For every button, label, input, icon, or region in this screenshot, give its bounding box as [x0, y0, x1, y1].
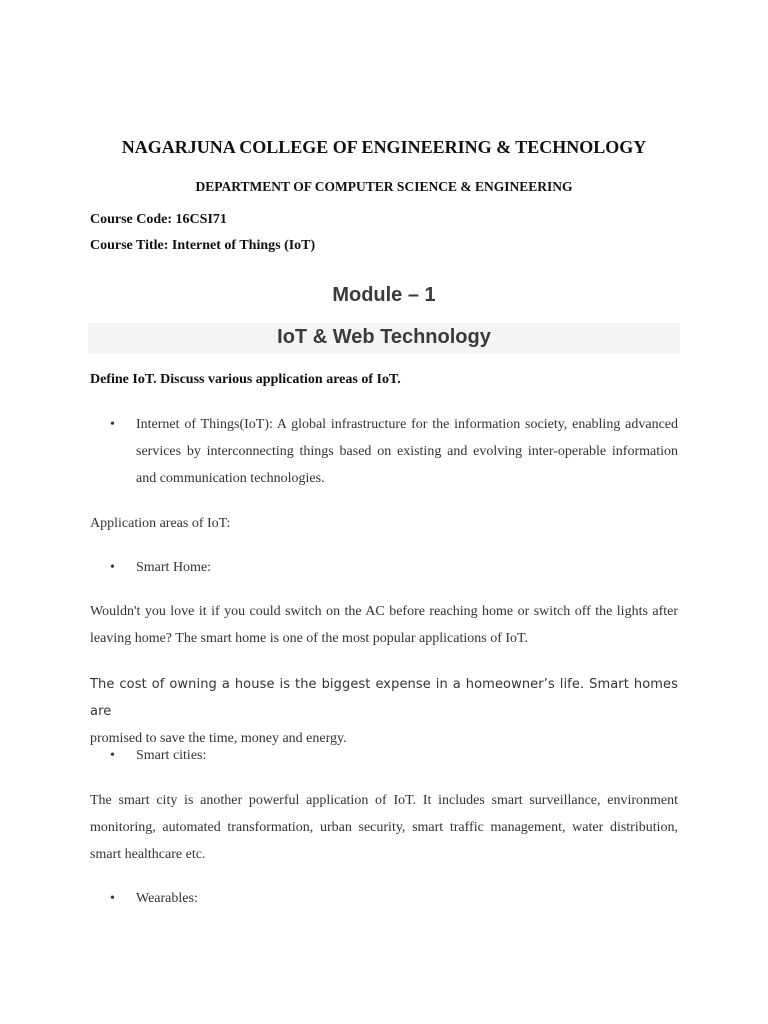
question-heading: Define IoT. Discuss various application areas of IoT.	[90, 372, 401, 387]
smart-cities-label: Smart cities:	[136, 748, 207, 763]
smart-home-paragraph-2-line1: The cost of owning a house is the biggest expense in a homeowner’s life. Smart homes are	[90, 677, 678, 719]
bullet-icon: •	[110, 417, 115, 432]
module-title: IoT & Web Technology	[277, 326, 491, 348]
applications-heading: Application areas of IoT:	[90, 516, 231, 531]
definition-bullet-item	[110, 411, 678, 492]
department-name: DEPARTMENT OF COMPUTER SCIENCE & ENGINEERING	[195, 179, 573, 194]
wearables-label: Wearables:	[136, 891, 198, 906]
smart-home-bullet-item	[110, 554, 678, 581]
bullet-icon: •	[110, 560, 115, 575]
definition-text: Internet of Things(IoT): A global infrastructure for the information society, enabling advanced services by interconnecting things based on existing and evolving inter-operable information and communication technologies.	[136, 417, 678, 486]
course-title: Course Title: Internet of Things (IoT)	[90, 238, 316, 253]
smart-cities-bullet-item	[110, 742, 678, 769]
bullet-icon: •	[110, 748, 115, 763]
module-number: Module – 1	[332, 284, 436, 306]
smart-home-label: Smart Home:	[136, 560, 212, 575]
bullet-icon: •	[110, 891, 115, 906]
smart-cities-paragraph: The smart city is another powerful application of IoT. It includes smart surveillance, environment monitoring, automated transformation, urban security, smart traffic management, water distribution, smart healthcare etc.	[90, 793, 678, 862]
college-name: NAGARJUNA COLLEGE OF ENGINEERING & TECHNOLOGY	[121, 137, 647, 157]
wearables-bullet-item	[110, 885, 678, 912]
smart-home-paragraph-1: Wouldn't you love it if you could switch on the AC before reaching home or switch off the lights after leaving home? The smart home is one of the most popular applications of IoT.	[90, 604, 678, 646]
smart-home-paragraph-2-line2: promised to save the time, money and energy.	[90, 731, 347, 746]
course-code: Course Code: 16CSI71	[90, 212, 227, 227]
smart-home-paragraph-2	[90, 671, 678, 752]
